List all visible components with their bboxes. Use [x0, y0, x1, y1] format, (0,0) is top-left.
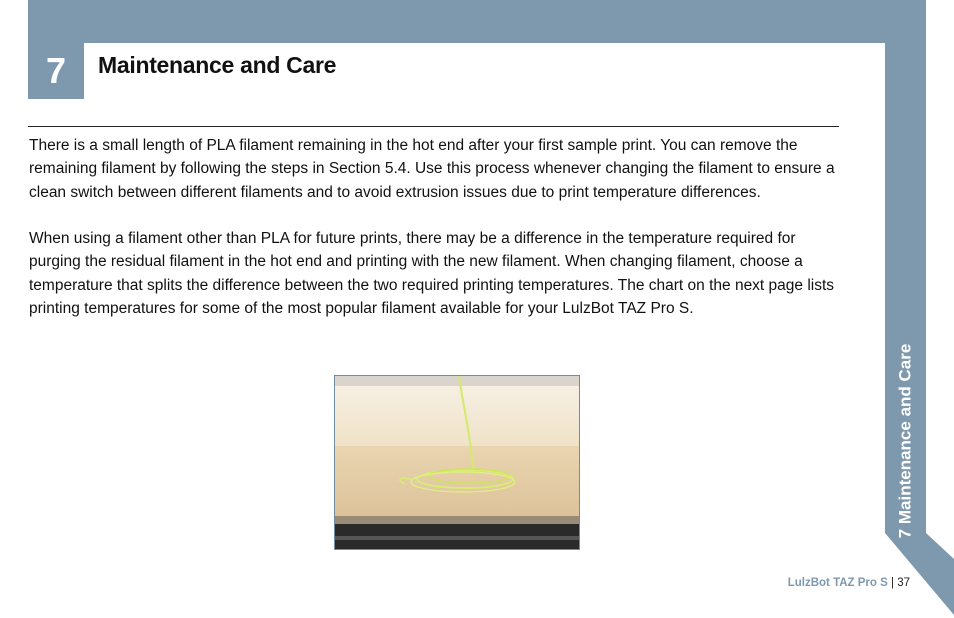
chapter-number: 7 [45, 50, 67, 91]
title-divider [28, 126, 839, 127]
side-tab-label: Maintenance and Care [895, 343, 915, 525]
page-title: Maintenance and Care [98, 52, 337, 78]
footer-product: LulzBot TAZ Pro S [787, 577, 888, 589]
body-text [29, 134, 841, 344]
chapter-number-badge [28, 43, 84, 99]
page-number: 37 [897, 577, 910, 589]
side-tab-number: 7 [895, 528, 915, 539]
header-band [28, 0, 926, 43]
filament-photo [334, 375, 580, 550]
paragraph: When using a filament other than PLA for future prints, there may be a difference in the temperature required for purging the residual filament in the hot end and printing with the new filament. When changing filament, choose a temperature that splits the difference between the two required printing temperatures. The chart on the next page lists printing temperatures for some of the most popular filament available for your LulzBot TAZ Pro S. [29, 230, 835, 318]
page-footer [788, 577, 910, 589]
chapter-side-tab [885, 330, 926, 552]
paragraph: There is a small length of PLA filament remaining in the hot end after your first sample print. You can remove the remaining filament by following the steps in Section 5.4. Use this process whenever changing the filament to ensure a clean switch between different filaments and to avoid extrusion issues due to print temperature differences. [29, 137, 835, 201]
footer-separator: | [887, 577, 898, 589]
